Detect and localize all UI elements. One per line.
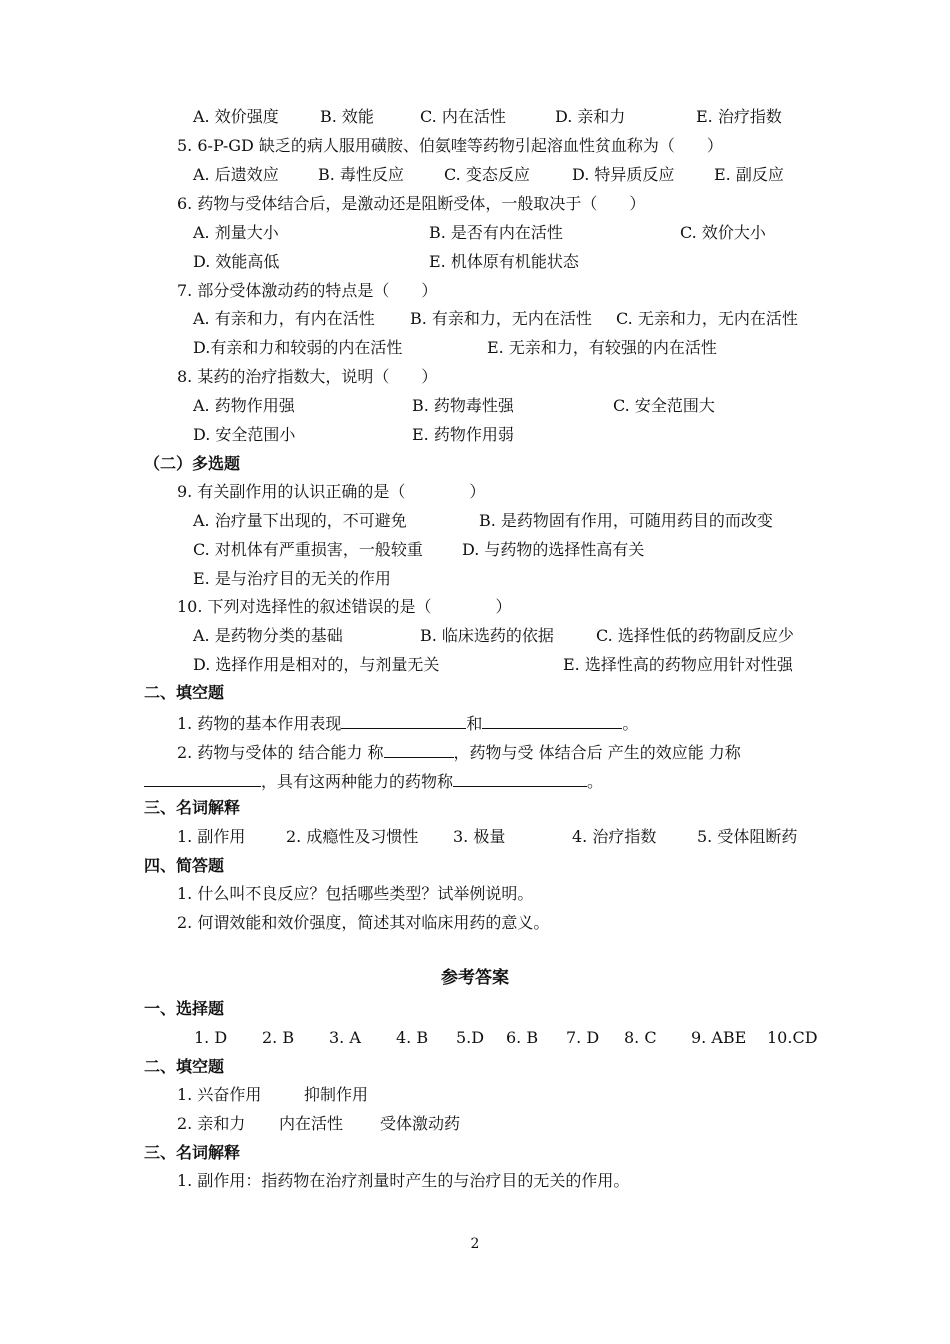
short-question: 2. 何谓效能和效价强度，简述其对临床用药的意义。 [177, 913, 550, 932]
answer-item: 10.CD [767, 1028, 818, 1047]
fill-text: ，具有这两种能力的药物称 [261, 772, 454, 791]
answer-item: 抑制作用 [304, 1085, 369, 1104]
answer-item: 6. B [506, 1028, 539, 1047]
option-text: D. 效能高低 [193, 252, 280, 271]
answer-item: 1. 副作用：指药物在治疗剂量时产生的与治疗目的无关的作用。 [177, 1171, 630, 1190]
option-text: E. 治疗指数 [696, 107, 782, 126]
option-text: E. 机体原有机能状态 [429, 252, 579, 271]
question-stem: 8. 某药的治疗指数大，说明（ ） [177, 367, 438, 386]
fill-text: 1. 药物的基本作用表现 [177, 714, 342, 733]
term-item: 1. 副作用 [177, 827, 246, 846]
option-text: C. 内在活性 [420, 107, 506, 126]
option-text: B. 是否有内在活性 [429, 223, 563, 242]
option-text: E. 副反应 [714, 165, 784, 184]
question-stem: 10. 下列对选择性的叙述错误的是（ ） [177, 597, 512, 616]
option-text: C. 选择性低的药物副反应少 [596, 626, 794, 645]
answer-item: 1. D [194, 1028, 228, 1047]
option-text: C. 无亲和力，无内在活性 [616, 309, 798, 328]
answer-item: 4. B [396, 1028, 429, 1047]
option-text: A. 药物作用强 [193, 396, 295, 415]
fill-text: ，药物与受 体结合后 产生的效应能 力称 [453, 743, 741, 762]
option-text: C. 变态反应 [444, 165, 530, 184]
fill-question [177, 741, 741, 763]
option-text: E. 是与治疗目的无关的作用 [193, 569, 391, 588]
question-stem: 9. 有关副作用的认识正确的是（ ） [177, 482, 486, 501]
section-heading: 二、填空题 [144, 1057, 225, 1076]
option-text: D.有亲和力和较弱的内在活性 [193, 338, 403, 357]
answer-item: 9. ABE [691, 1028, 747, 1047]
term-item: 4. 治疗指数 [572, 827, 657, 846]
option-text: E. 无亲和力，有较强的内在活性 [487, 338, 717, 357]
answer-item: 内在活性 [279, 1114, 344, 1133]
option-text: D. 亲和力 [555, 107, 626, 126]
answer-item: 2. 亲和力 [177, 1114, 246, 1133]
answer-item: 2. B [262, 1028, 295, 1047]
answer-item: 7. D [566, 1028, 600, 1047]
page-number: 2 [470, 1236, 480, 1252]
option-text: A. 治疗量下出现的，不可避免 [193, 511, 407, 530]
option-text: D. 安全范围小 [193, 425, 296, 444]
section-heading: 二、填空题 [144, 683, 225, 702]
option-text: A. 后遗效应 [193, 165, 279, 184]
option-text: B. 效能 [320, 107, 374, 126]
question-stem: 6. 药物与受体结合后，是激动还是阻断受体，一般取决于（ ） [177, 194, 646, 213]
option-text: C. 安全范围大 [613, 396, 715, 415]
option-text: D. 选择作用是相对的，与剂量无关 [193, 655, 440, 674]
term-item: 3. 极量 [453, 827, 506, 846]
fill-text: 。 [587, 772, 604, 791]
answers-title: 参考答案 [441, 968, 509, 988]
option-text: C. 效价大小 [680, 223, 766, 242]
section-heading: 一、选择题 [144, 999, 225, 1018]
option-text: A. 剂量大小 [193, 223, 279, 242]
option-text: B. 是药物固有作用，可随用药目的而改变 [479, 511, 773, 530]
question-stem: 5. 6-P-GD 缺乏的病人服用磺胺、伯氨喹等药物引起溶血性贫血称为（ ） [177, 136, 723, 155]
fill-text: 2. 药物与受体的 结合能力 称 [177, 743, 384, 762]
question-stem: 7. 部分受体激动药的特点是（ ） [177, 281, 438, 300]
option-text: B. 药物毒性强 [412, 396, 514, 415]
option-text: A. 有亲和力，有内在活性 [193, 309, 375, 328]
answer-item: 5.D [456, 1028, 485, 1047]
option-text: D. 特异质反应 [572, 165, 675, 184]
short-question: 1. 什么叫不良反应？包括哪些类型？试举例说明。 [177, 884, 534, 903]
fill-text: 。 [622, 714, 639, 733]
blank-line [341, 712, 466, 729]
blank-line [144, 770, 261, 787]
answer-item: 受体激动药 [380, 1114, 461, 1133]
answer-item: 8. C [624, 1028, 657, 1047]
option-text: A. 效价强度 [193, 107, 279, 126]
option-text: A. 是药物分类的基础 [193, 626, 343, 645]
blank-line [453, 770, 587, 787]
term-item: 5. 受体阻断药 [697, 827, 798, 846]
option-text: C. 对机体有严重损害，一般较重 [193, 540, 423, 559]
option-text: B. 临床选药的依据 [420, 626, 554, 645]
option-text: E. 选择性高的药物应用针对性强 [563, 655, 793, 674]
section-heading: （二）多选题 [144, 454, 241, 473]
section-heading: 三、名词解释 [144, 798, 241, 817]
option-text: E. 药物作用弱 [412, 425, 514, 444]
option-text: D. 与药物的选择性高有关 [462, 540, 645, 559]
answer-item: 3. A [329, 1028, 361, 1047]
blank-line [482, 712, 622, 729]
fill-question [177, 712, 638, 734]
blank-line [384, 741, 454, 758]
answer-item: 1. 兴奋作用 [177, 1085, 262, 1104]
fill-question-cont [144, 770, 603, 792]
section-heading: 四、简答题 [144, 856, 225, 875]
fill-text: 和 [466, 714, 483, 733]
option-text: B. 有亲和力，无内在活性 [410, 309, 592, 328]
section-heading: 三、名词解释 [144, 1143, 241, 1162]
term-item: 2. 成瘾性及习惯性 [286, 827, 419, 846]
option-text: B. 毒性反应 [318, 165, 404, 184]
